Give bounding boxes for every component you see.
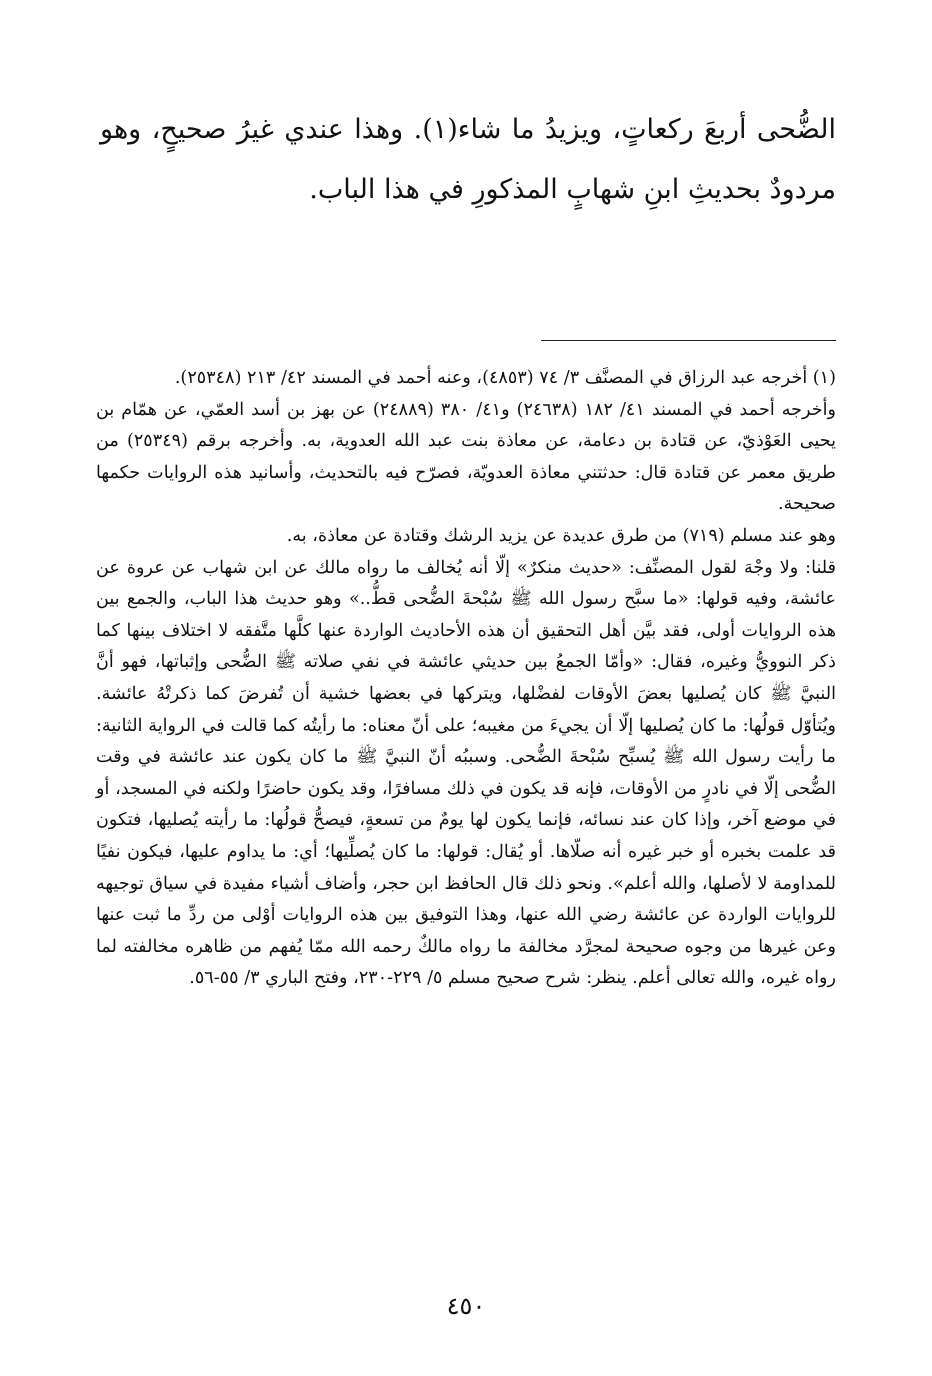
- footnote-paragraph: قلنا: ولا وجْهَ لقول المصنِّف: «حديث منكرٌ» إلّا أنه يُخالف ما رواه مالك عن ابن شهاب عن عروة عن عائشة، وفيه قولها: «ما سبَّح رسول الله ﷺ سُبْحةَ الضُّحى قطُّ..» وهو حديث هذا الباب، والجمع بين هذه الروايات أولى، فقد بيَّن أهل التحقيق أن هذه الأحاديث الواردة عنها كلَّها متَّفقه لا اختلاف بينها كما ذكر النوويُّ وغيره، فقال: «وأمّا الجمعُ بين حديثي عائشة في نفي صلاته ﷺ الضُّحى وإثباتها، فهو أنَّ النبيَّ ﷺ كان يُصليها بعضَ الأوقات لفضْلها، ويتركها في بعضها خشية أن تُفرضَ كما ذكرتْهُ عائشة. ويُتأوّل قولُها: ما كان يُصليها إلّا أن يجيءَ من مغيبه؛ على أنّ معناه: ما رأيتُه كما قالت في الرواية الثانية: ما رأيت رسول الله ﷺ يُسبِّح سُبْحةَ الضُّحى. وسببُه أنّ النبيَّ ﷺ ما كان يكون عند عائشة في وقت الضُّحى إلّا في نادرٍ من الأوقات، فإنه قد يكون في ذلك مسافرًا، وقد يكون حاضرًا ولكنه في المسجد، أو في موضع آخر، وإذا كان عند نسائه، فإنما يكون لها يومٌ من تسعةٍ، فيصحُّ قولُها: ما رأيته يُصليها، فتكون قد علمت بخبره أو خبر غيره أنه صلّاها. أو يُقال: قولها: ما كان يُصلِّيها؛ أي: ما يداوم عليها، فيكون نفيًا للمداومة لا لأصلها، والله أعلم». ونحو ذلك قال الحافظ ابن حجر، وأضاف أشياء مفيدة في سياق توجيهه للروايات الواردة عن عائشة رضي الله عنها، وهذا التوفيق بين هذه الروايات أوْلى من ردِّ ما ثبت عنها وعن غيرها من وجوه صحيحة لمجرَّد مخالفة ما رواه مالكٌ رحمه الله ممّا يُفهم من ظاهره مخالفته لما رواه غيره، والله تعالى أعلم. ينظر: شرح صحيح مسلم ٥/ ٢٢٩-٢٣٠، وفتح الباري ٣/ ٥٥-٥٦.: [96, 557, 836, 989]
- main-paragraph: الضُّحى أربعَ ركعاتٍ، ويزيدُ ما شاء(١). وهذا عندي غيرُ صحيحٍ، وهو مردودٌ بحديثِ ابنِ شهابٍ المذكورِ في هذا الباب.: [100, 114, 836, 205]
- footnote-paragraph: وهو عند مسلم (٧١٩) من طرق عديدة عن يزيد الرشك وقتادة عن معاذة، به.: [286, 525, 836, 546]
- footnotes: [96, 363, 836, 995]
- page-number: ٤٥٠: [446, 1292, 486, 1320]
- footnote-divider: [541, 340, 836, 341]
- footnote-paragraph: وأخرجه أحمد في المسند ٤١/ ١٨٢ (٢٤٦٣٨) و٤١/ ٣٨٠ (٢٤٨٨٩) عن بهز بن أسد العمّي، عن همّام بن يحيى العَوْذيّ، عن قتادة بن دعامة، عن معاذة بنت عبد الله العدوية، به. وأخرجه برقم (٢٥٣٤٩) من طريق معمر عن قتادة قال: حدثتني معاذة العدويّة، فصرّح فيه بالتحديث، وأسانيد هذه الروايات حكمها صحيحة.: [96, 399, 836, 515]
- footnote-paragraph: (١) أخرجه عبد الرزاق في المصنَّف ٣/ ٧٤ (٤٨٥٣)، وعنه أحمد في المسند ٤٢/ ٢١٣ (٢٥٣٤٨).: [174, 368, 836, 388]
- main-text: [100, 100, 836, 220]
